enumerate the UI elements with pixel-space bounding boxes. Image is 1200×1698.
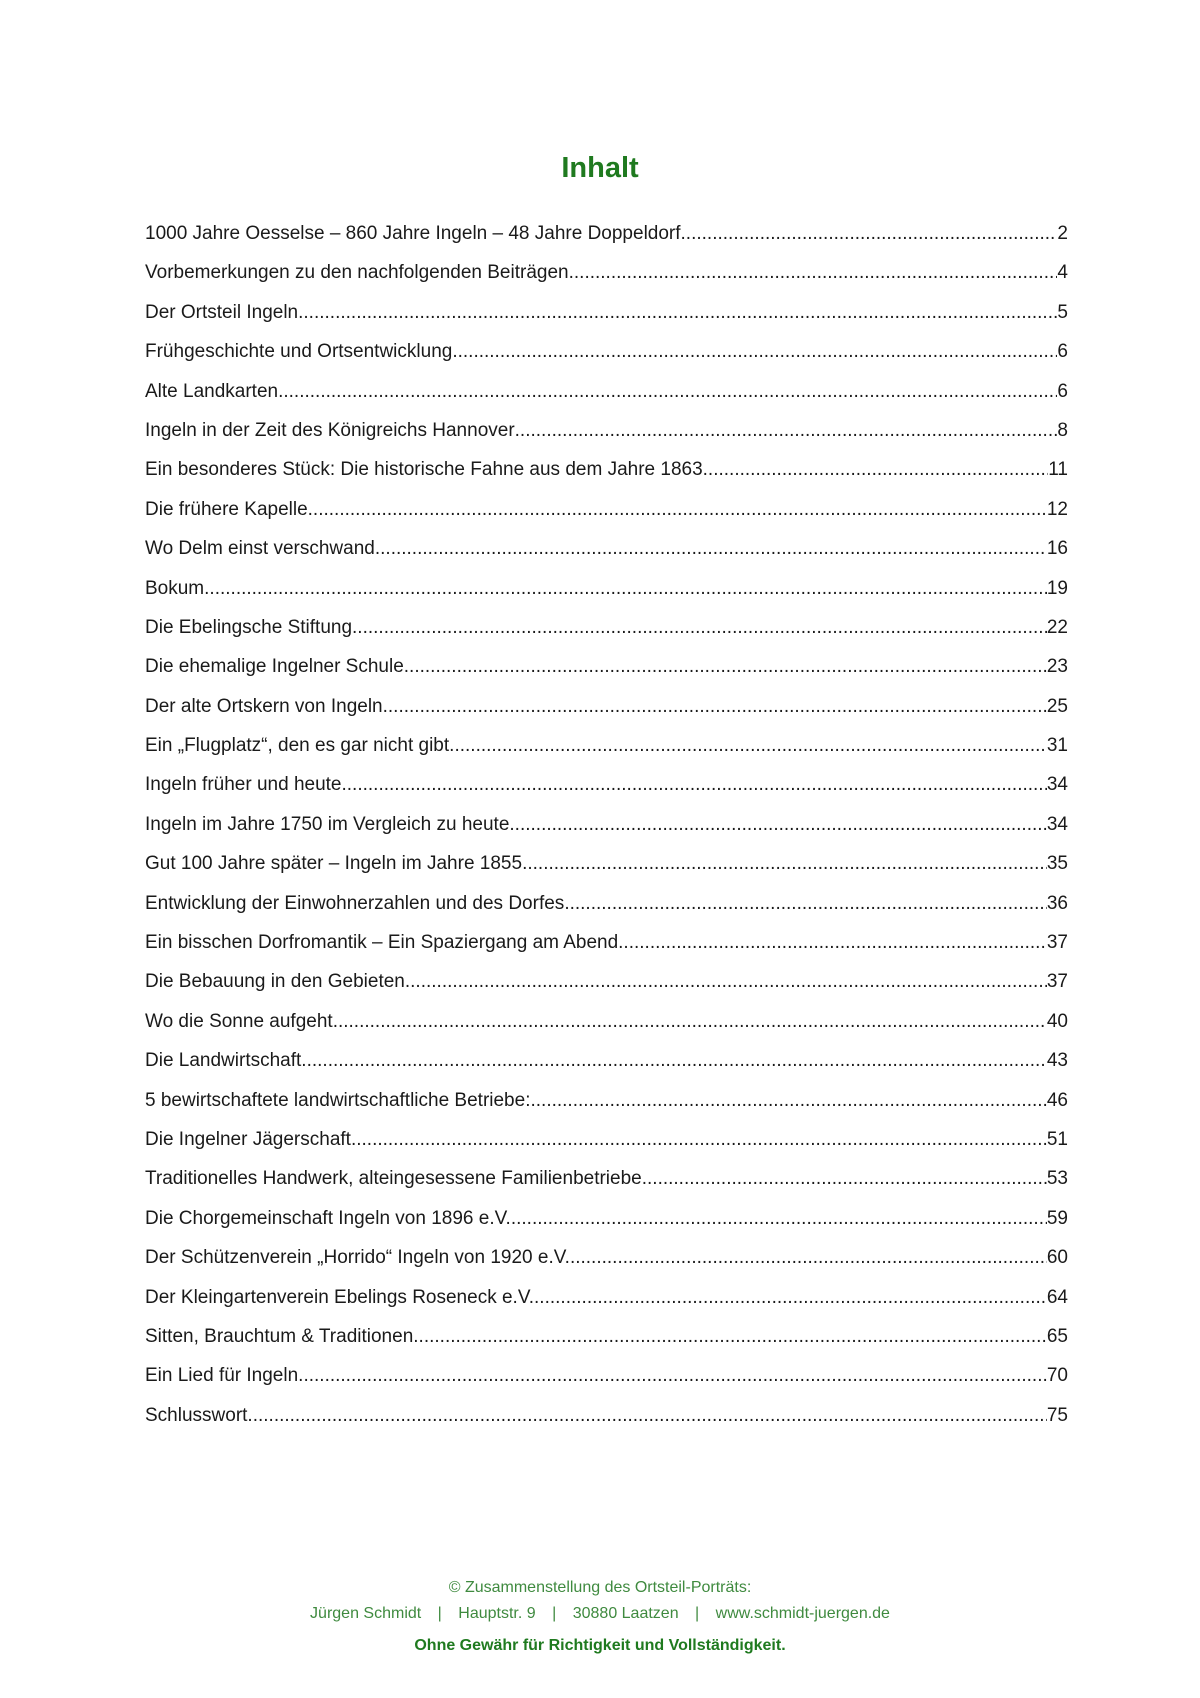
toc-entry[interactable] bbox=[145, 1404, 1068, 1443]
toc-entry[interactable] bbox=[145, 773, 1068, 812]
toc-dot-leader bbox=[413, 1325, 1047, 1349]
toc-entry[interactable] bbox=[145, 1364, 1068, 1403]
toc-page-number: 25 bbox=[1046, 695, 1068, 717]
toc-dot-leader bbox=[301, 1049, 1047, 1073]
toc-page-number: 6 bbox=[1057, 380, 1068, 402]
toc-page-number: 16 bbox=[1046, 538, 1068, 560]
toc-entry-title: Frühgeschichte und Ortsentwicklung bbox=[145, 341, 453, 363]
toc-page-number: 46 bbox=[1046, 1089, 1068, 1111]
toc-page-number: 5 bbox=[1057, 301, 1068, 323]
toc-page-number: 59 bbox=[1046, 1207, 1068, 1229]
toc-entry[interactable] bbox=[145, 1246, 1068, 1285]
toc-page-number: 34 bbox=[1046, 813, 1068, 835]
table-of-contents bbox=[145, 222, 1068, 1443]
toc-dot-leader bbox=[308, 498, 1047, 522]
footer-separator: | bbox=[695, 1605, 700, 1622]
toc-dot-leader bbox=[278, 380, 1057, 404]
toc-entry[interactable] bbox=[145, 301, 1068, 340]
toc-entry-title: Ein besonderes Stück: Die historische Fahne aus dem Jahre 1863 bbox=[145, 459, 703, 481]
toc-dot-leader bbox=[204, 577, 1047, 601]
toc-entry[interactable] bbox=[145, 734, 1068, 773]
toc-entry-title: Ein Lied für Ingeln bbox=[145, 1365, 299, 1387]
toc-page-number: 6 bbox=[1057, 341, 1068, 363]
toc-page-number: 19 bbox=[1046, 577, 1068, 599]
toc-dot-leader bbox=[564, 892, 1047, 916]
toc-entry-title: Sitten, Brauchtum & Traditionen bbox=[145, 1325, 414, 1347]
toc-entry[interactable] bbox=[145, 1167, 1068, 1206]
toc-page-number: 31 bbox=[1046, 735, 1068, 757]
toc-entry-title: 5 bewirtschaftete landwirtschaftliche Betriebe: bbox=[145, 1089, 531, 1111]
toc-dot-leader bbox=[342, 773, 1047, 797]
footer-compilation: © Zusammenstellung des Ortsteil-Porträts: bbox=[448, 1579, 752, 1596]
toc-entry[interactable] bbox=[145, 616, 1068, 655]
toc-entry-title: Wo Delm einst verschwand bbox=[145, 538, 375, 560]
toc-entry[interactable] bbox=[145, 222, 1068, 261]
toc-entry[interactable] bbox=[145, 655, 1068, 694]
toc-entry[interactable] bbox=[145, 340, 1068, 379]
toc-dot-leader bbox=[681, 222, 1058, 246]
footer-street: Hauptstr. 9 bbox=[458, 1605, 536, 1622]
toc-entry-title: Der Kleingartenverein Ebelings Roseneck e.V. bbox=[145, 1286, 535, 1308]
toc-entry[interactable] bbox=[145, 1089, 1068, 1128]
toc-page-number: 37 bbox=[1046, 932, 1068, 954]
toc-dot-leader bbox=[351, 1128, 1047, 1152]
toc-entry-title: Der alte Ortskern von Ingeln bbox=[145, 695, 383, 717]
toc-entry-title: Der Schützenverein „Horrido“ Ingeln von 1920 e.V. bbox=[145, 1247, 570, 1269]
page-title: Inhalt bbox=[561, 152, 639, 184]
toc-page-number: 37 bbox=[1046, 971, 1068, 993]
footer-author: Jürgen Schmidt bbox=[310, 1605, 422, 1622]
toc-dot-leader bbox=[375, 537, 1047, 561]
toc-dot-leader bbox=[452, 340, 1057, 364]
toc-entry[interactable] bbox=[145, 892, 1068, 931]
toc-entry[interactable] bbox=[145, 1325, 1068, 1364]
toc-entry-title: Vorbemerkungen zu den nachfolgenden Beiträgen bbox=[145, 262, 569, 284]
toc-dot-leader bbox=[333, 1010, 1047, 1034]
toc-page-number: 64 bbox=[1046, 1286, 1068, 1308]
toc-entry[interactable] bbox=[145, 1049, 1068, 1088]
toc-entry-title: Die ehemalige Ingelner Schule bbox=[145, 656, 404, 678]
toc-entry-title: Die Bebauung in den Gebieten bbox=[145, 971, 405, 993]
toc-dot-leader bbox=[618, 931, 1047, 955]
toc-entry-title: Die Ebelingsche Stiftung bbox=[145, 616, 353, 638]
toc-dot-leader bbox=[703, 458, 1049, 482]
toc-entry[interactable] bbox=[145, 498, 1068, 537]
toc-entry-title: Ingeln in der Zeit des Königreichs Hannover bbox=[145, 419, 515, 441]
toc-dot-leader bbox=[570, 1246, 1047, 1270]
toc-entry-title: Die Landwirtschaft bbox=[145, 1050, 302, 1072]
toc-page-number: 35 bbox=[1046, 853, 1068, 875]
toc-entry[interactable] bbox=[145, 1128, 1068, 1167]
toc-page-number: 36 bbox=[1046, 892, 1068, 914]
toc-entry-title: Alte Landkarten bbox=[145, 380, 279, 402]
toc-dot-leader bbox=[247, 1404, 1046, 1428]
toc-entry-title: Die frühere Kapelle bbox=[145, 498, 308, 520]
toc-entry[interactable] bbox=[145, 380, 1068, 419]
toc-entry[interactable] bbox=[145, 537, 1068, 576]
toc-entry-title: Ingeln früher und heute bbox=[145, 774, 342, 796]
footer-city: 30880 Laatzen bbox=[572, 1605, 679, 1622]
toc-entry-title: Der Ortsteil Ingeln bbox=[145, 301, 299, 323]
toc-dot-leader bbox=[530, 1089, 1046, 1113]
toc-entry[interactable] bbox=[145, 852, 1068, 891]
toc-page-number: 34 bbox=[1046, 774, 1068, 796]
toc-entry-title: Gut 100 Jahre später – Ingeln im Jahre 1855 bbox=[145, 853, 523, 875]
toc-entry-title: Traditionelles Handwerk, alteingesessene Familienbetriebe bbox=[145, 1168, 642, 1190]
toc-entry[interactable] bbox=[145, 577, 1068, 616]
toc-dot-leader bbox=[298, 1364, 1047, 1388]
toc-page-number: 51 bbox=[1046, 1128, 1068, 1150]
toc-page-number: 60 bbox=[1046, 1247, 1068, 1269]
toc-entry-title: Wo die Sonne aufgeht bbox=[145, 1010, 333, 1032]
toc-dot-leader bbox=[534, 1286, 1047, 1310]
toc-page-number: 8 bbox=[1057, 419, 1068, 441]
footer-separator: | bbox=[552, 1605, 557, 1622]
toc-page-number: 53 bbox=[1046, 1168, 1068, 1190]
toc-entry[interactable] bbox=[145, 931, 1068, 970]
toc-dot-leader bbox=[449, 734, 1047, 758]
toc-entry[interactable] bbox=[145, 970, 1068, 1009]
toc-page-number: 40 bbox=[1046, 1010, 1068, 1032]
toc-entry-title: 1000 Jahre Oesselse – 860 Jahre Ingeln – 48 Jahre Doppeldorf bbox=[145, 223, 681, 244]
toc-page-number: 2 bbox=[1057, 223, 1068, 244]
toc-dot-leader bbox=[352, 616, 1047, 640]
toc-page-number: 70 bbox=[1046, 1365, 1068, 1387]
toc-dot-leader bbox=[515, 419, 1058, 443]
footer-address bbox=[0, 1601, 1200, 1627]
toc-entry[interactable] bbox=[145, 695, 1068, 734]
toc-entry-title: Die Ingelner Jägerschaft bbox=[145, 1128, 351, 1150]
toc-page-number: 12 bbox=[1046, 498, 1068, 520]
footer-disclaimer: Ohne Gewähr für Richtigkeit und Vollständigkeit. bbox=[414, 1637, 786, 1654]
toc-entry[interactable] bbox=[145, 813, 1068, 852]
toc-entry[interactable] bbox=[145, 1207, 1068, 1246]
toc-entry[interactable] bbox=[145, 1286, 1068, 1325]
toc-entry-title: Ein „Flugplatz“, den es gar nicht gibt bbox=[145, 735, 450, 757]
toc-page-number: 23 bbox=[1046, 656, 1068, 678]
footer-website-link[interactable]: www.schmidt-juergen.de bbox=[715, 1605, 890, 1622]
toc-dot-leader bbox=[405, 970, 1047, 994]
toc-page-number: 11 bbox=[1048, 459, 1068, 481]
toc-dot-leader bbox=[383, 695, 1047, 719]
toc-page-number: 65 bbox=[1046, 1325, 1068, 1347]
toc-dot-leader bbox=[642, 1167, 1047, 1191]
toc-dot-leader bbox=[298, 301, 1057, 325]
toc-dot-leader bbox=[404, 655, 1047, 679]
toc-entry[interactable] bbox=[145, 419, 1068, 458]
toc-entry[interactable] bbox=[145, 458, 1068, 497]
toc-page-number: 43 bbox=[1046, 1050, 1068, 1072]
toc-entry-title: Ein bisschen Dorfromantik – Ein Spaziergang am Abend bbox=[145, 932, 619, 954]
toc-page-number: 4 bbox=[1057, 262, 1068, 284]
toc-entry[interactable] bbox=[145, 261, 1068, 300]
footer bbox=[0, 1575, 1200, 1659]
toc-entry-title: Die Chorgemeinschaft Ingeln von 1896 e.V. bbox=[145, 1207, 511, 1229]
toc-dot-leader bbox=[509, 813, 1046, 837]
toc-page-number: 22 bbox=[1046, 616, 1068, 638]
footer-separator: | bbox=[437, 1605, 442, 1622]
toc-entry-title: Bokum bbox=[145, 577, 205, 599]
toc-dot-leader bbox=[511, 1207, 1047, 1231]
toc-entry[interactable] bbox=[145, 1010, 1068, 1049]
toc-dot-leader bbox=[522, 852, 1047, 876]
toc-page-number: 75 bbox=[1046, 1404, 1068, 1426]
toc-dot-leader bbox=[569, 261, 1058, 285]
toc-entry-title: Ingeln im Jahre 1750 im Vergleich zu heute bbox=[145, 813, 510, 835]
toc-entry-title: Schlusswort bbox=[145, 1404, 248, 1426]
toc-entry-title: Entwicklung der Einwohnerzahlen und des Dorfes bbox=[145, 892, 565, 914]
